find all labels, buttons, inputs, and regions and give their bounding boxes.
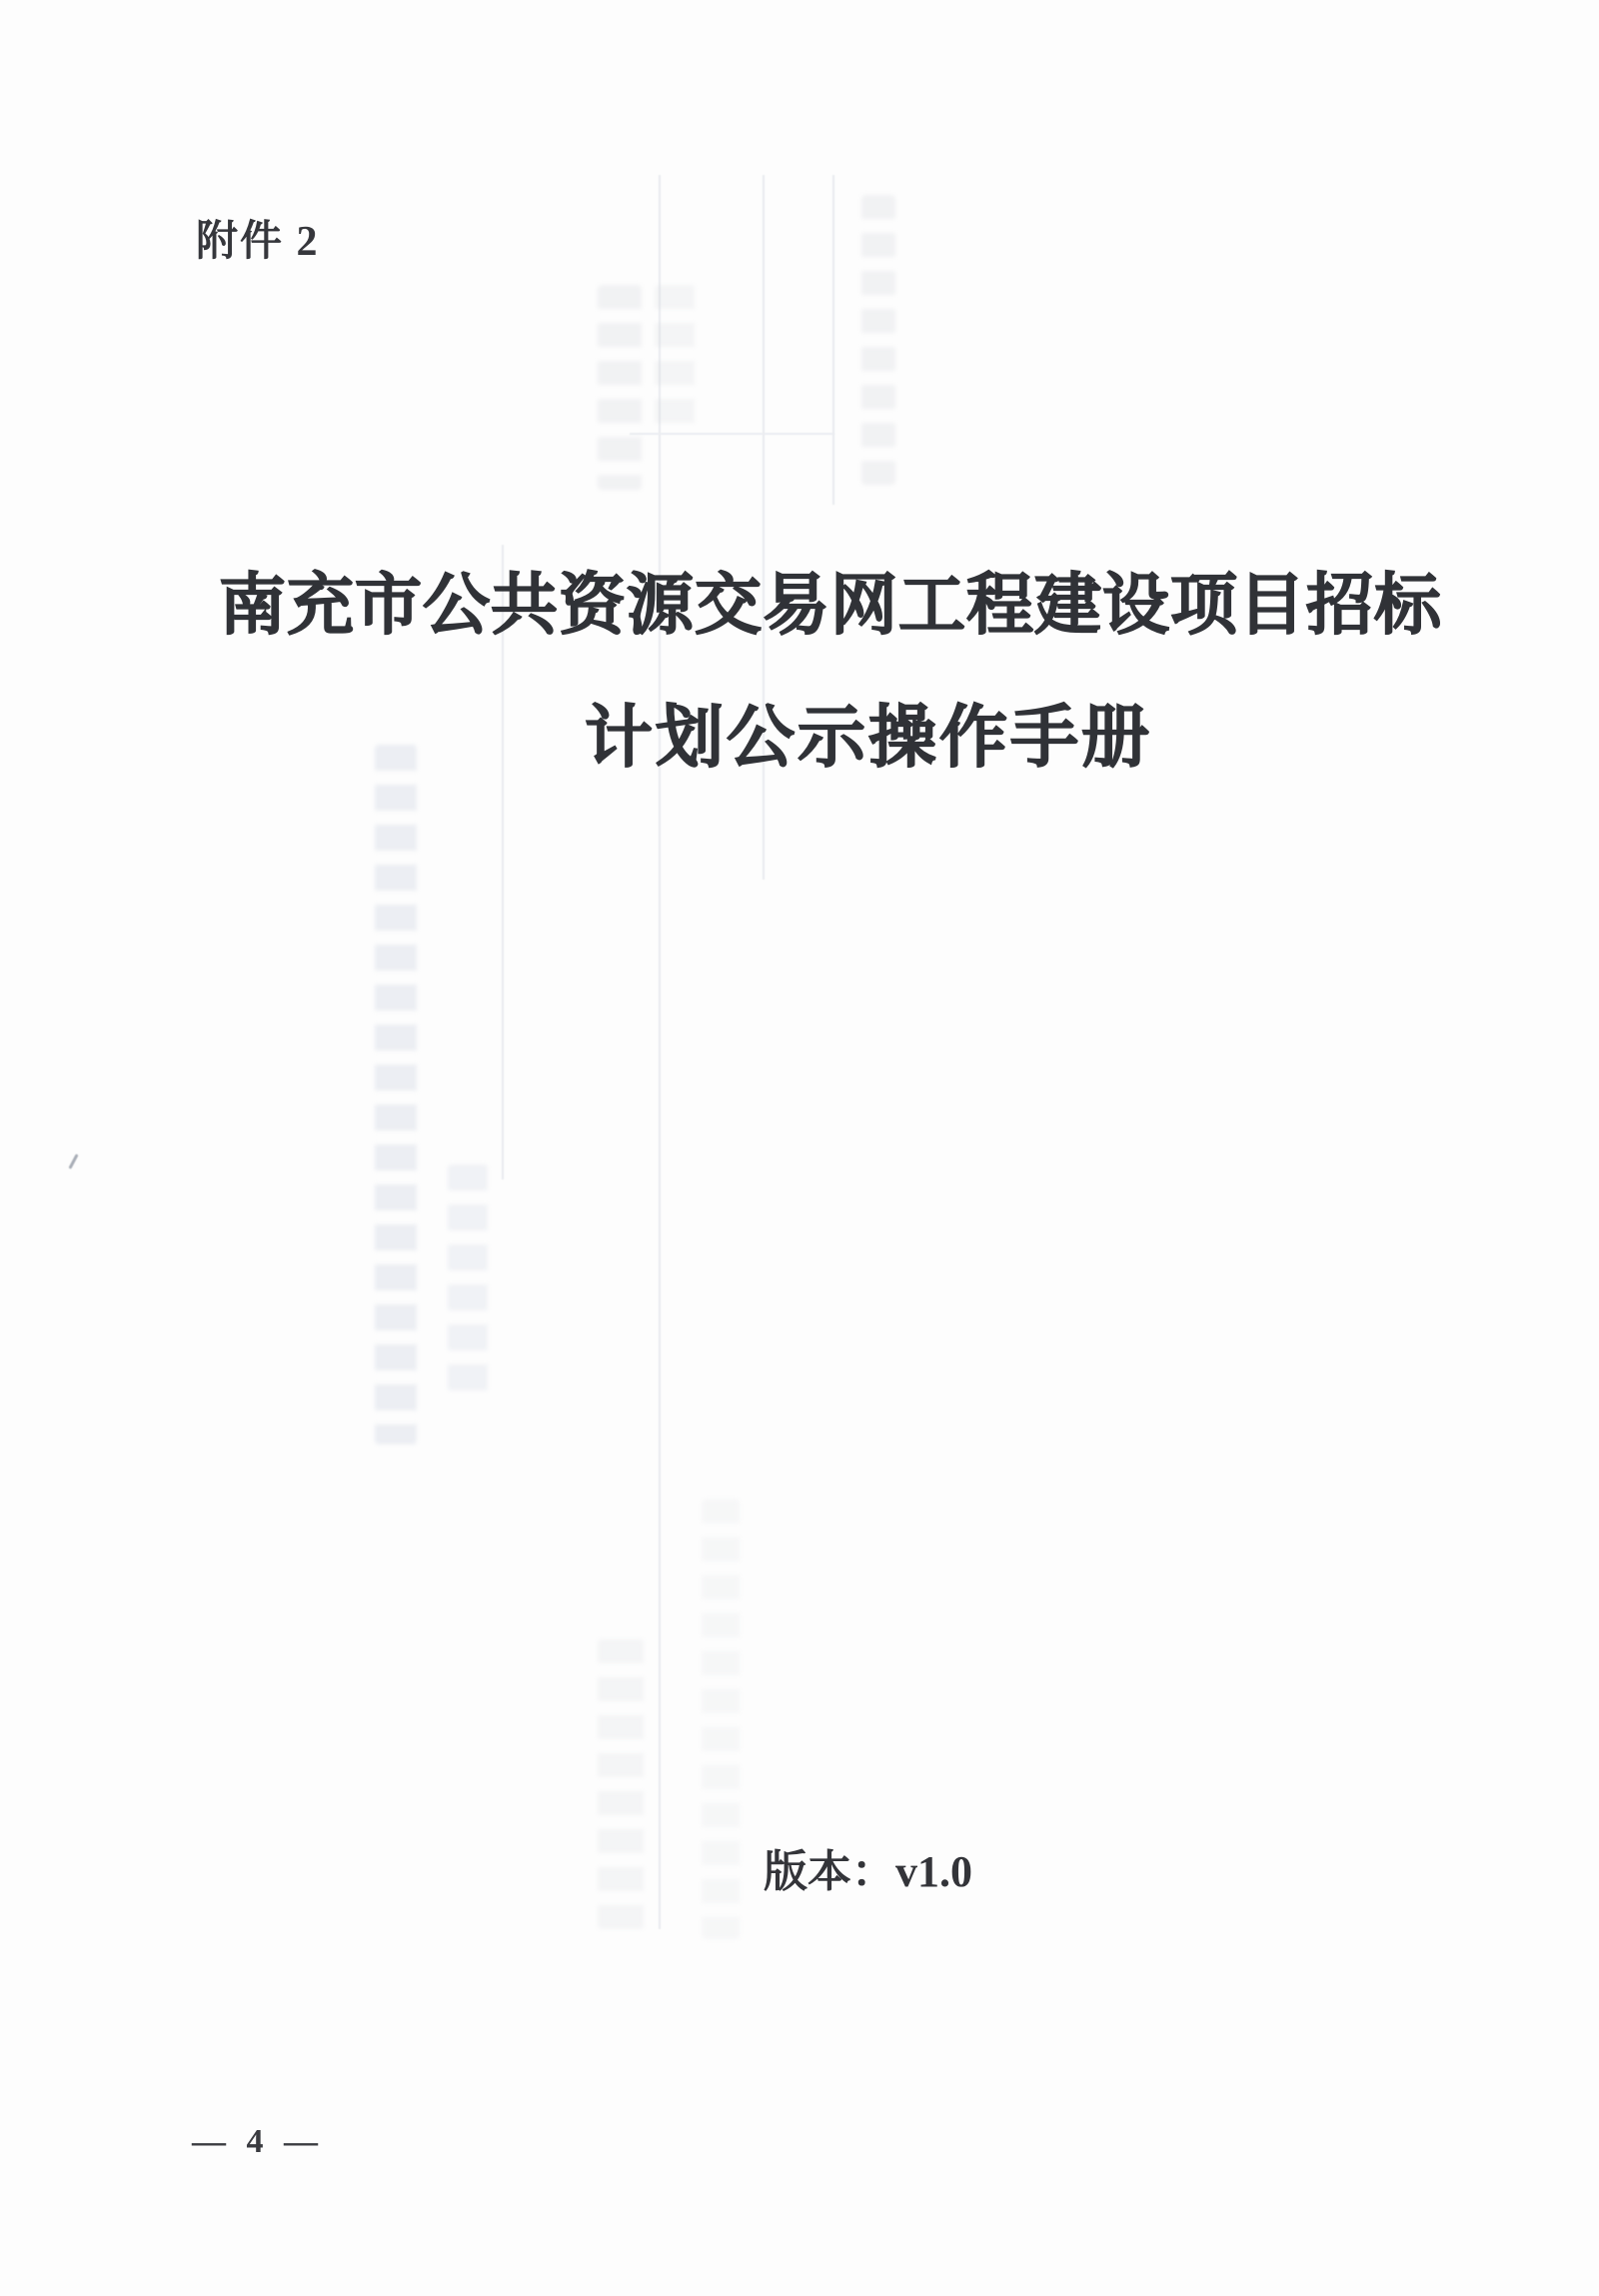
bleed-through-text-column <box>598 285 642 490</box>
bleed-through-text-column <box>702 1499 740 1939</box>
version-label: 版本：v1.0 <box>764 1847 972 1896</box>
document-title-line1: 南充市公共资源交易网工程建设项目招标 <box>219 568 1442 643</box>
bleed-through-vertical-line <box>659 175 661 1929</box>
bleed-through-text-column <box>861 195 895 485</box>
bleed-through-text-column <box>598 1639 644 1929</box>
document-title-line2: 计划公示操作手册 <box>585 700 1153 776</box>
attachment-label: 附件 2 <box>196 219 320 265</box>
bleed-through-text-column <box>448 1164 488 1404</box>
bleed-through-text-column <box>375 745 417 1444</box>
page-number: — 4 — <box>192 2123 324 2160</box>
bleed-through-vertical-line <box>832 175 834 505</box>
stray-pen-mark <box>68 1153 78 1169</box>
bleed-through-text-column <box>655 285 695 435</box>
